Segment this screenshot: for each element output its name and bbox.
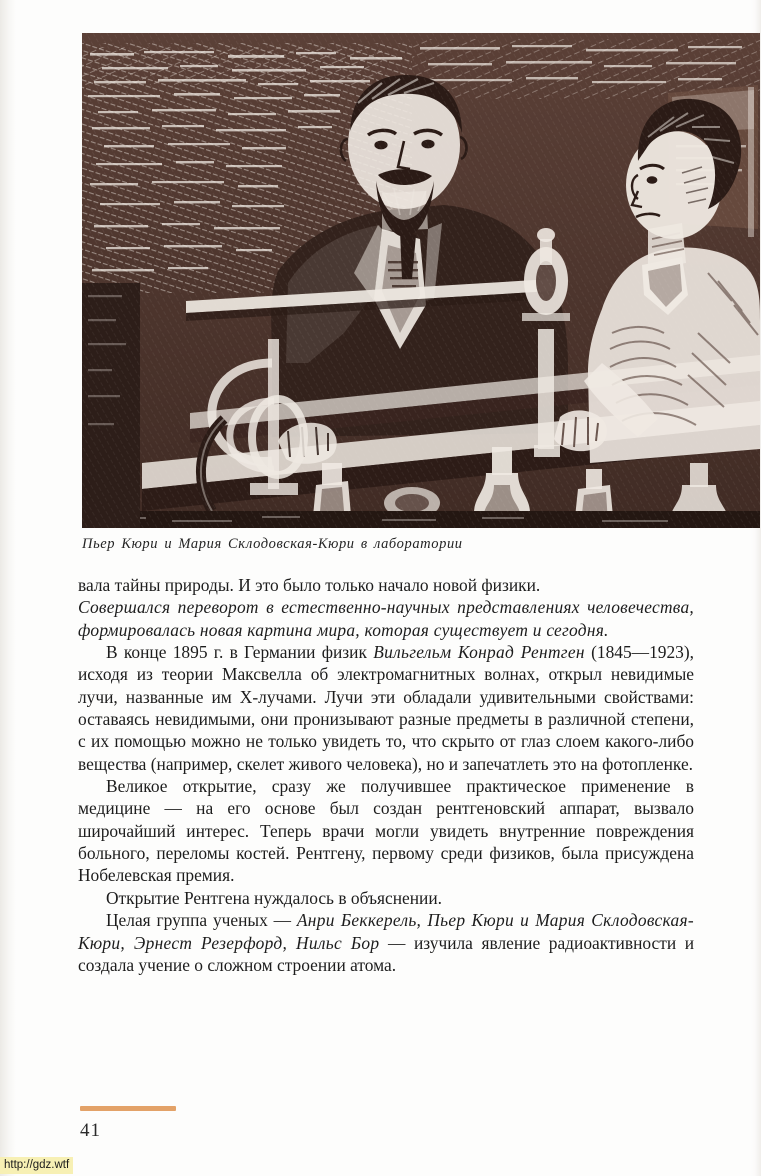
paragraph-scientists-prefix: Целая группа ученых —: [106, 910, 297, 931]
paragraph-scientists-suffix: — изучила явление радиоактивности и создала учение о сложном строении атома.: [78, 932, 694, 975]
page-left-edge-shadow: [0, 0, 16, 1176]
paragraph-scientists-group: [78, 909, 694, 976]
engraving-plate: [82, 33, 760, 528]
watermark-url: http://gdz.wtf: [0, 1157, 73, 1174]
paragraph-italic-lead: Совершался переворот в естественно-научных представлениях человечества, формировалась новая картина мира, которая существует и сегодня.: [78, 597, 694, 640]
paragraph-discovery-medicine: Великое открытие, сразу же получившее практическое применение в медицине — на его основе был создан рентгеновский аппарат, вызвало широчайший интерес. Теперь врачи могли увидеть внутренние повреждения больного, переломы костей. Рентгену, первому среди физиков, была присуждена Нобелевская премия.: [78, 776, 694, 886]
figure-illustration: [82, 33, 760, 528]
figure-caption: Пьер Кюри и Мария Склодовская-Кюри в лаборатории: [82, 536, 463, 552]
footer-rule: [80, 1106, 176, 1111]
paragraph-roentgen-prefix: В конце 1895 г. в Германии физик: [106, 642, 374, 663]
paragraph-roentgen-suffix: (1845—1923), исходя из теории Максвелла об электромагнитных волнах, открыл невидимые лучи, названные им Х-лучами. Лучи эти обладали удивительными свойствами: оставаясь невидимыми, они пронизывают разные предметы в различной степени, с их помощью можно не только увидеть то, что скрыто от глаз слоем какого-либо вещества (например, скелет живого человека), но и запечатлеть это на фотопленке.: [78, 642, 694, 774]
emphasis-roentgen-name: Вильгельм Конрад Рентген: [373, 642, 585, 663]
paragraph-needed-explanation: Открытие Рентгена нуждалось в объяснении.: [106, 887, 443, 908]
page-number: 41: [80, 1120, 101, 1141]
paragraph-roentgen: [78, 641, 694, 775]
engraving-artwork: [82, 33, 760, 528]
article-body: [78, 574, 694, 976]
emphasis-scientist-names: Анри Беккерель, Пьер Кюри и Мария Склодовская-Кюри, Эрнест Резерфорд, Нильс Бор: [78, 910, 694, 953]
paragraph-continuation: вала тайны природы. И это было только начало новой физики.: [78, 575, 541, 595]
